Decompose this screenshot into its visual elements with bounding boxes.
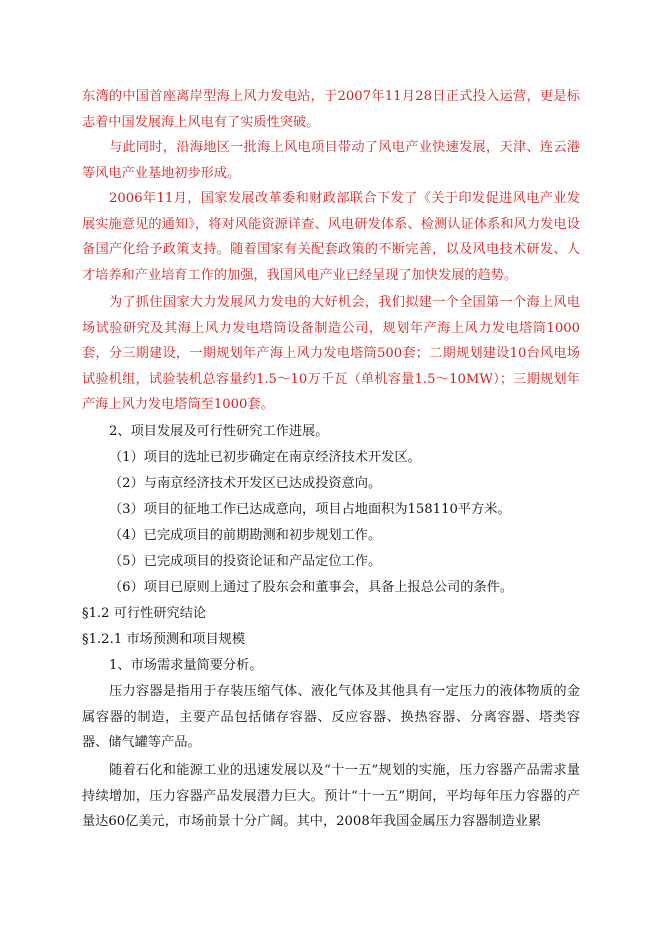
paragraph-policy-notice: 2006年11月，国家发展改革委和财政部联合下发了《关于印发促进风电产业发展实施意见的通知》，将对风能资源详查、风电研发体系、检测认证体系和风力发电设备国产化给予政策支持。随着国家有关配套政策的不断完善，以及风电技术研发、人才培养和产业培育工作的加强，我国风电产业已经呈现了加快发展的趋势。	[82, 191, 580, 283]
paragraph-coastal-projects: 与此同时，沿海地区一批海上风电项目带动了风电产业快速发展，天津、连云港等风电产业基地初步形成。	[82, 140, 580, 181]
paragraph-offshore-station: 东湾的中国首座离岸型海上风力发电站，于2007年11月28日正式投入运营，更是标志着中国发展海上风电有了实质性突破。	[82, 89, 580, 130]
paragraph-market-outlook: 随着石化和能源工业的迅速发展以及“十一五”规划的实施，压力容器产品需求量持续增加，压力容器产品发展潜力巨大。预计“十一五”期间，平均每年压力容器的产量达60亿美元，市场前景十分广阔。其中，2008年我国金属压力容器制造业累	[82, 763, 580, 830]
paragraph-pressure-vessels: 压力容器是指用于存装压缩气体、液化气体及其他具有一定压力的液体物质的金属容器的制造，主要产品包括储存容器、反应容器、换热容器、分离容器、塔类容器、储气罐等产品。	[82, 684, 580, 751]
progress-item-2: （2）与南京经济技术开发区已达成投资意向。	[109, 476, 382, 491]
progress-item-6: （6）项目已原则上通过了股东会和董事会，具备上报总公司的条件。	[109, 580, 514, 595]
section-progress-title: 2、项目发展及可行性研究工作进展。	[109, 424, 329, 439]
section-heading-conclusion: §1.2 可行性研究结论	[82, 606, 207, 621]
progress-item-4: （4）已完成项目的前期勘测和初步规划工作。	[109, 528, 382, 543]
subsection-demand-title: 1、市场需求量简要分析。	[109, 658, 263, 673]
progress-item-3: （3）项目的征地工作已达成意向，项目占地面积为158110平方米。	[109, 502, 511, 517]
progress-item-5: （5）已完成项目的投资论证和产品定位工作。	[109, 554, 382, 569]
progress-item-1: （1）项目的选址已初步确定在南京经济技术开发区。	[109, 450, 421, 465]
section-heading-market: §1.2.1 市场预测和项目规模	[82, 632, 246, 647]
paragraph-project-plan: 为了抓住国家大力发展风力发电的大好机会，我们拟建一个全国第一个海上风电场试验研究及其海上风力发电塔筒设备制造公司，规划年产海上风力发电塔筒1000套，分三期建设，一期规划年产海上风力发电塔筒500套；二期规划建设10台风电场试验机组，试验装机总容量约1.5～10万千瓦（单机容量1.5～10MW）；三期规划年产海上风力发电塔筒至1000套。	[82, 295, 580, 413]
